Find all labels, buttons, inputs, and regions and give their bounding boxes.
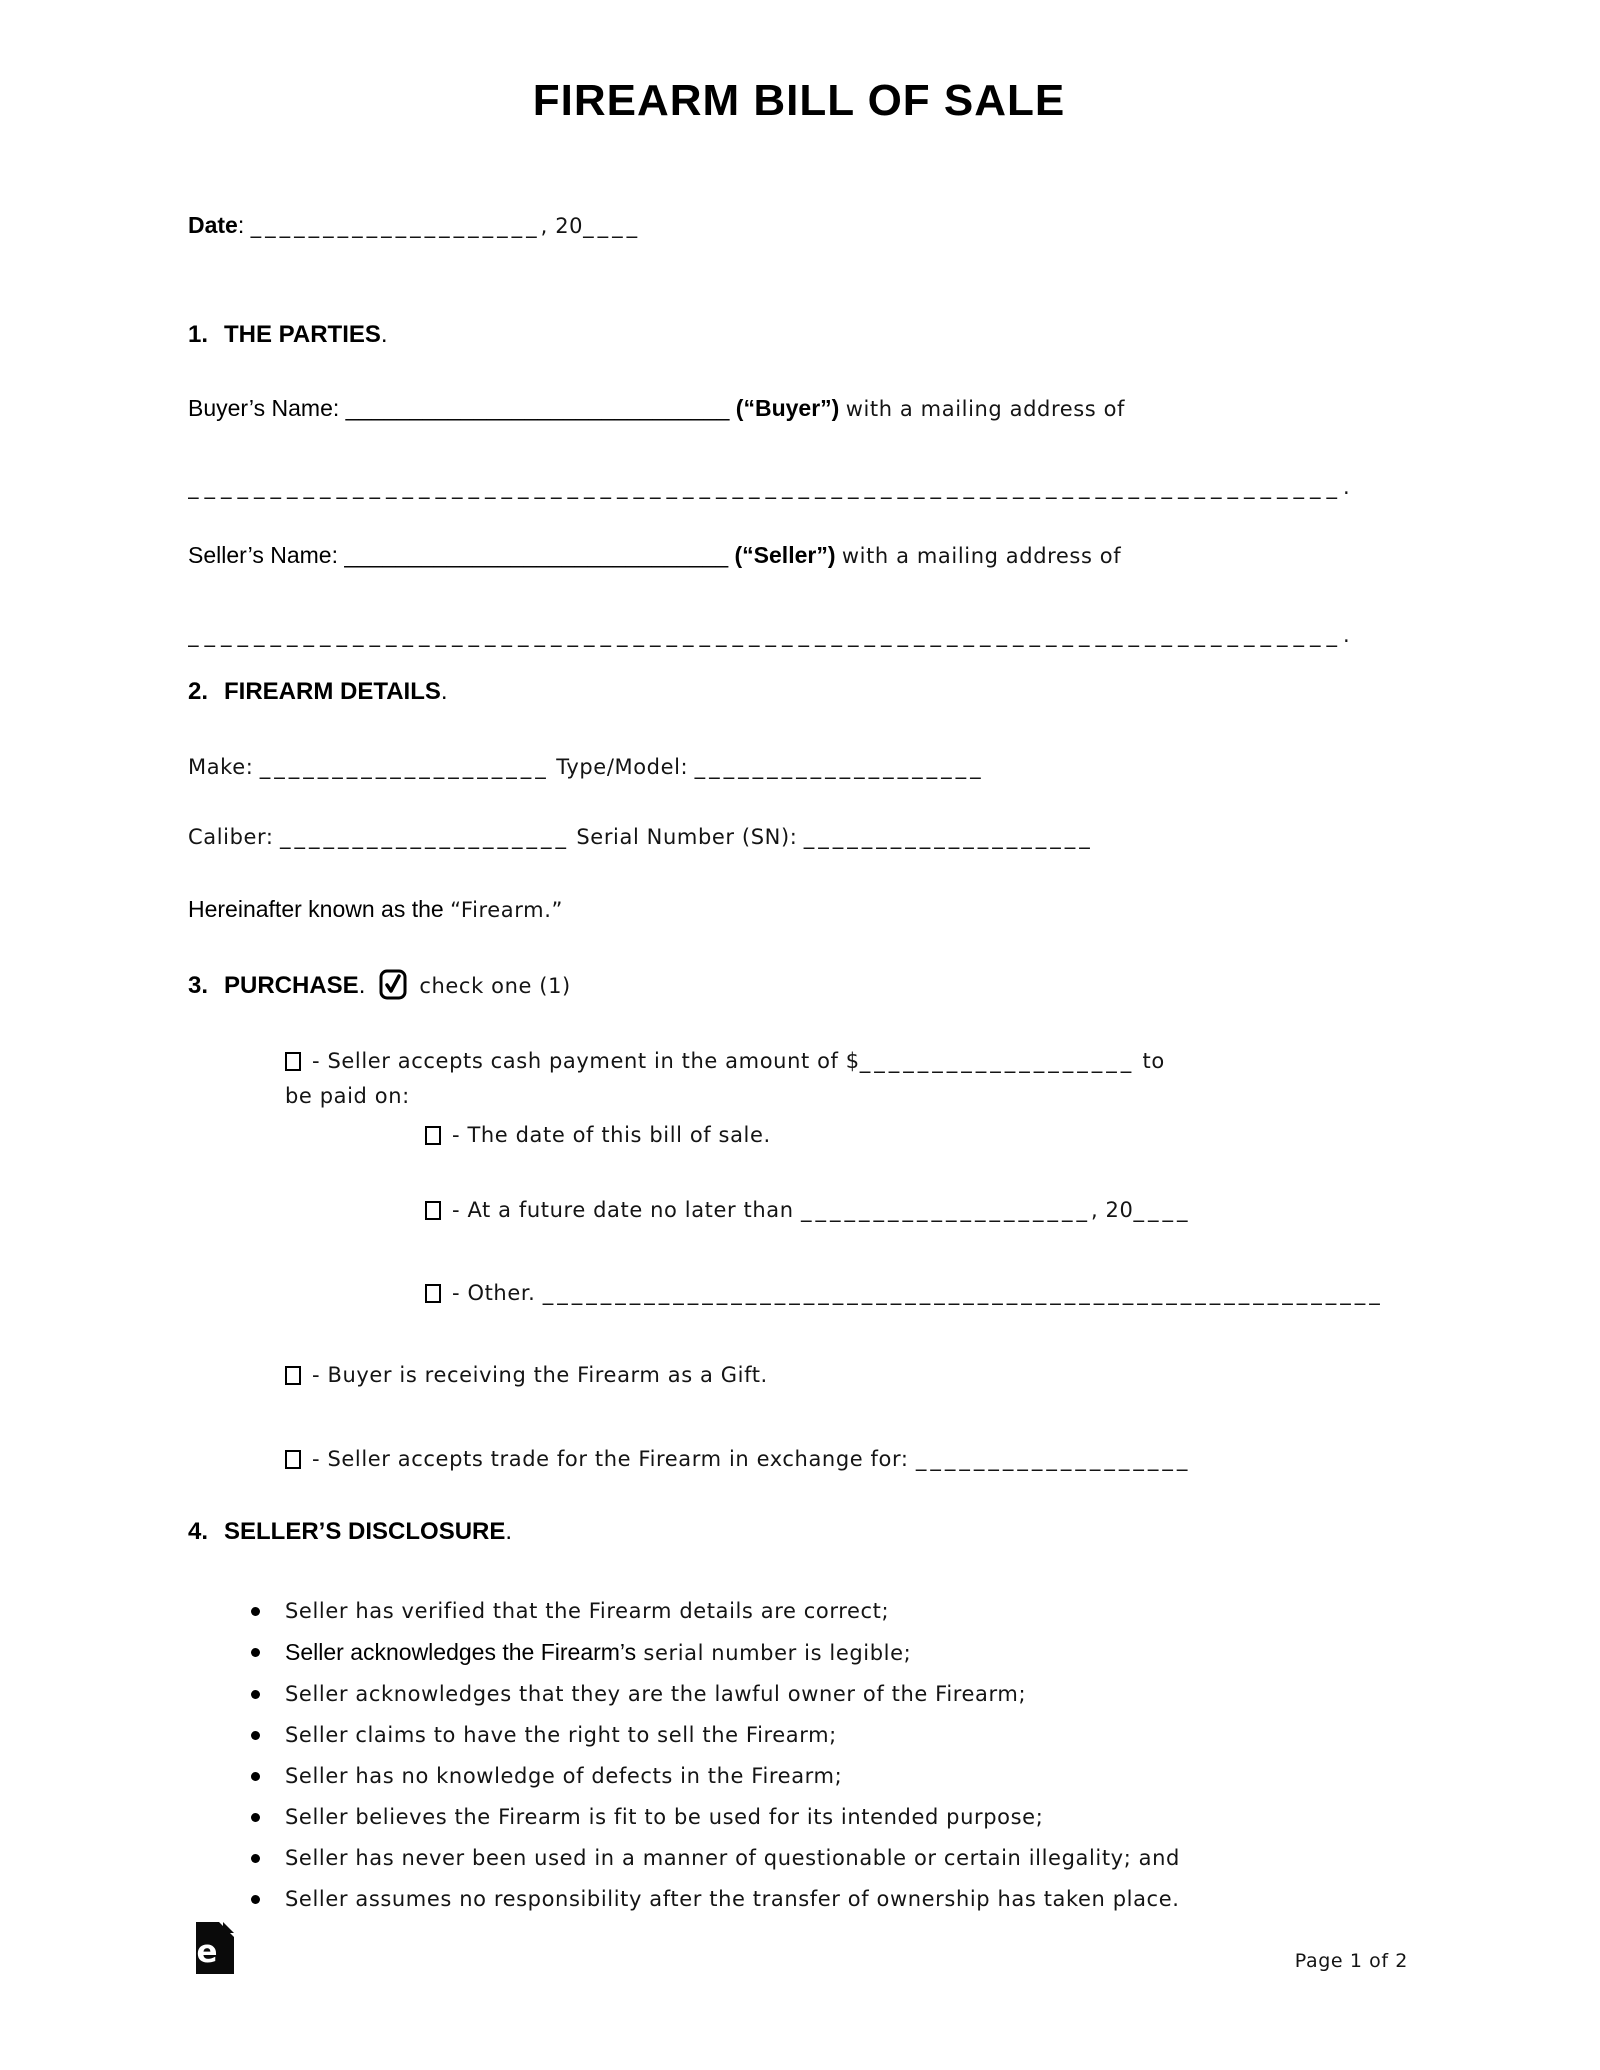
cash-option-line2: be paid on: (285, 1084, 410, 1108)
date-blank-field[interactable]: ____________________ (250, 214, 541, 238)
bullet-text: Seller claims to have the right to sell the Firearm; (285, 1723, 837, 1747)
gift-text: - Buyer is receiving the Firearm as a Gift. (312, 1363, 768, 1387)
date-colon: : (237, 212, 245, 238)
hereinafter-line (188, 894, 1410, 925)
logo-letter: e (196, 1934, 218, 1970)
section-heading-purchase (188, 968, 1410, 1002)
disclosure-bullet (251, 1633, 1410, 1675)
buyer-name-label: Buyer’s Name: (188, 395, 340, 421)
date-year-blank-field[interactable]: ____ (583, 214, 642, 238)
section-heading-disclosure (188, 1516, 1410, 1548)
caliber-label: Caliber: (188, 825, 274, 849)
option-gift (285, 1357, 1410, 1393)
bullet-text: Seller acknowledges that they are the lawful owner of the Firearm; (285, 1682, 1027, 1706)
page-number: Page 1 of 2 (1294, 1950, 1408, 1972)
disclosure-bullet (251, 1839, 1410, 1880)
cash-option-text: - Seller accepts cash payment in the amount of $ (312, 1049, 860, 1073)
seller-alias: (“Seller”) (734, 542, 836, 568)
option-cash-payment (285, 1044, 1410, 1111)
trade-text: - Seller accepts trade for the Firearm in exchange for: (312, 1447, 916, 1471)
section-period: . (380, 321, 388, 348)
future-date-blank-field[interactable]: ____________________ (800, 1198, 1091, 1222)
section-heading-firearm-details (188, 676, 1410, 708)
future-date-year-prefix: , 20 (1090, 1198, 1134, 1222)
cash-option-text-post: to (1135, 1049, 1165, 1073)
bullet-text: Seller has no knowledge of defects in the Firearm; (285, 1764, 843, 1788)
document-title: FIREARM BILL OF SALE (532, 76, 1066, 125)
check-one-note: check one (1) (419, 974, 571, 998)
section-period: . (505, 1518, 513, 1545)
section-period: . (358, 972, 366, 999)
bullet-text: Seller has never been used in a manner of questionable or certain illegality; and (285, 1846, 1180, 1870)
section-title: FIREARM DETAILS (224, 678, 441, 705)
buyer-address-suffix: with a mailing address of (845, 397, 1126, 421)
option-trade (285, 1441, 1410, 1477)
option-future-date (425, 1194, 1410, 1225)
eforms-logo-icon (196, 1922, 234, 1974)
buyer-name-line (188, 393, 1410, 424)
seller-name-line (188, 540, 1410, 571)
future-date-year-blank-field[interactable]: ____ (1133, 1198, 1192, 1222)
gift-checkbox[interactable] (285, 1366, 301, 1385)
seller-address-line (188, 620, 1410, 650)
bullet-text: Seller believes the Firearm is fit to be used for its intended purpose; (285, 1805, 1044, 1829)
disclosure-bullet (251, 1880, 1410, 1921)
checked-checkbox-icon (379, 968, 407, 1000)
option-date-of-sale (425, 1119, 1410, 1150)
section-title: SELLER’S DISCLOSURE (224, 1518, 506, 1545)
bullet-text: serial number is legible; (636, 1641, 912, 1665)
disclosure-bullet (251, 1798, 1410, 1839)
type-model-blank-field[interactable]: ____________________ (694, 755, 985, 779)
section-heading-parties (188, 319, 1410, 351)
serial-number-blank-field[interactable]: ____________________ (803, 825, 1094, 849)
date-of-sale-checkbox[interactable] (425, 1126, 441, 1145)
section-number: 1. (188, 321, 209, 348)
buyer-address-line (188, 472, 1410, 502)
other-text: - Other. (452, 1281, 543, 1305)
disclosure-bullet (251, 1716, 1410, 1757)
section-title: THE PARTIES (224, 321, 381, 348)
bullet-text: Seller has verified that the Firearm details are correct; (285, 1599, 890, 1623)
section-number: 4. (188, 1518, 209, 1545)
other-checkbox[interactable] (425, 1284, 441, 1303)
disclosure-bullet (251, 1757, 1410, 1798)
make-label: Make: (188, 755, 254, 779)
date-separator: , (540, 214, 556, 238)
future-date-checkbox[interactable] (425, 1201, 441, 1220)
disclosure-bullet (251, 1675, 1410, 1716)
buyer-address-blank-field[interactable]: ______________________________________________________________________. (188, 475, 1356, 499)
bullet-text: Seller assumes no responsibility after the transfer of ownership has taken place. (285, 1887, 1180, 1911)
hereinafter-prefix: Hereinafter known as the (188, 896, 451, 922)
trade-blank-field[interactable]: ___________________ (915, 1447, 1192, 1471)
cash-checkbox[interactable] (285, 1052, 301, 1071)
section-title: PURCHASE (224, 972, 359, 999)
date-line (188, 210, 1410, 241)
cash-amount-blank-field[interactable]: ___________________ (859, 1049, 1136, 1073)
seller-address-blank-field[interactable]: ______________________________________________________________________. (188, 623, 1356, 647)
seller-name-label: Seller’s Name: (188, 542, 338, 568)
type-model-label: Type/Model: (556, 755, 689, 779)
firearm-term: “Firearm.” (450, 898, 563, 922)
make-blank-field[interactable]: ____________________ (259, 755, 550, 779)
date-of-sale-text: - The date of this bill of sale. (452, 1123, 771, 1147)
caliber-blank-field[interactable]: ____________________ (279, 825, 570, 849)
buyer-name-blank-field[interactable]: ______________________________ (345, 395, 730, 421)
other-blank-field[interactable]: __________________________________________________________ (542, 1281, 1384, 1305)
seller-address-suffix: with a mailing address of (841, 544, 1122, 568)
future-date-text: - At a future date no later than (452, 1198, 801, 1222)
section-number: 3. (188, 972, 209, 999)
date-year-prefix: 20 (555, 214, 584, 238)
disclosure-bullet-list (188, 1592, 1410, 1921)
option-other (425, 1277, 1410, 1308)
seller-name-blank-field[interactable]: ______________________________ (344, 542, 729, 568)
make-type-line (188, 751, 1410, 782)
option-cash-line1 (285, 1044, 1410, 1081)
trade-checkbox[interactable] (285, 1450, 301, 1469)
disclosure-bullet (251, 1592, 1410, 1633)
section-number: 2. (188, 678, 209, 705)
section-period: . (440, 678, 448, 705)
buyer-alias: (“Buyer”) (735, 395, 840, 421)
date-label: Date (188, 212, 238, 238)
bullet-bold-text: Seller acknowledges the Firearm’s (285, 1639, 637, 1665)
caliber-sn-line (188, 821, 1410, 852)
serial-number-label: Serial Number (SN): (576, 825, 798, 849)
